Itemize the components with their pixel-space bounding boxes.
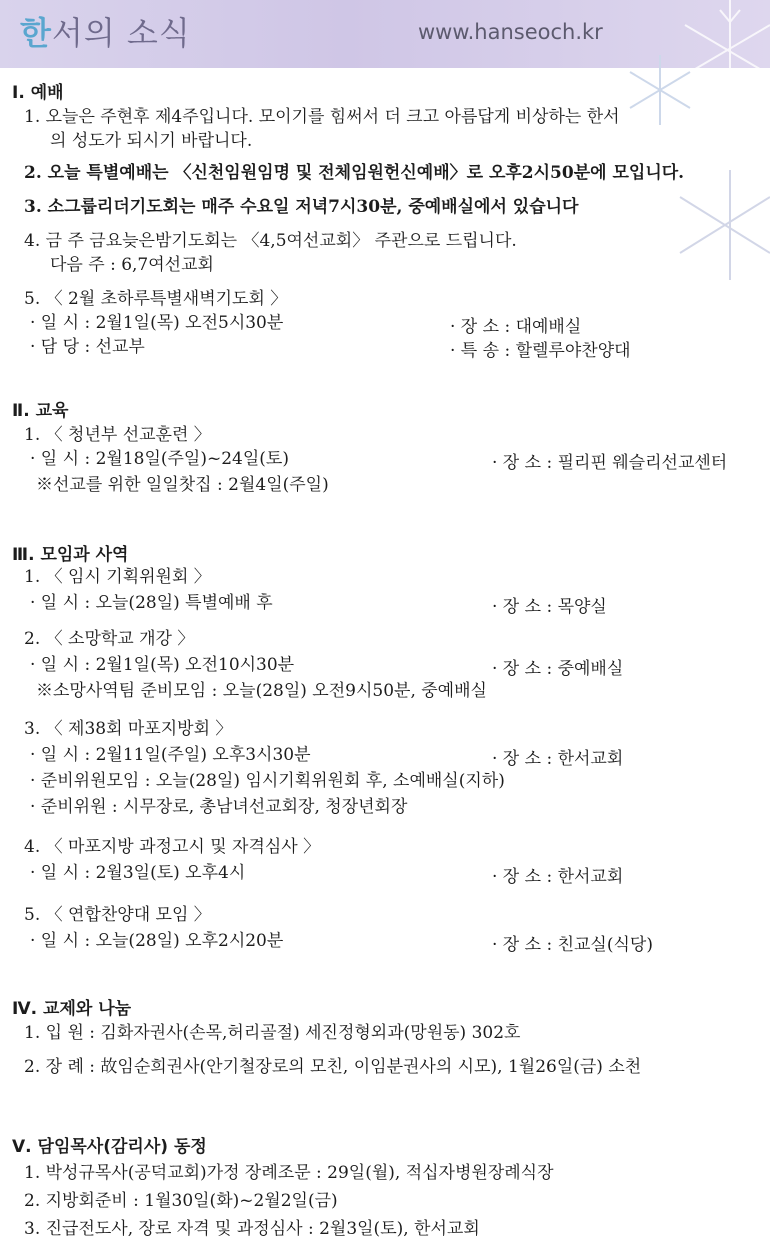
detail-line: · 일 시 : 2월1일(목) 오전10시30분 (30, 655, 295, 675)
detail-line: · 장 소 : 목양실 (492, 597, 607, 617)
list-item: 5. 〈 연합찬양대 모임 〉 (24, 905, 211, 925)
list-item: 4. 〈 마포지방 과정고시 및 자격심사 〉 (24, 837, 321, 857)
list-item: 3. 소그룹리더기도회는 매주 수요일 저녁7시30분, 중예배실에서 있습니다 (24, 197, 579, 217)
list-item: 의 성도가 되시기 바랍니다. (50, 131, 253, 151)
list-item: 다음 주 : 6,7여선교회 (50, 255, 214, 275)
detail-line: · 일 시 : 2월18일(주일)~24일(토) (30, 449, 289, 469)
detail-line: · 특 송 : 할렐루야찬양대 (450, 341, 631, 361)
snowflake-icon (625, 55, 695, 125)
detail-line: · 장 소 : 중예배실 (492, 659, 624, 679)
section-title: Ⅲ. 모임과 사역 (12, 545, 129, 565)
list-item: 3. 〈 제38회 마포지방회 〉 (24, 719, 233, 739)
detail-line: · 장 소 : 친교실(식당) (492, 935, 653, 955)
list-item: 2. 〈 소망학교 개강 〉 (24, 629, 195, 649)
note-line: ※소망사역팀 준비모임 : 오늘(28일) 오전9시50분, 중예배실 (36, 681, 487, 701)
detail-line: · 장 소 : 대예배실 (450, 317, 582, 337)
list-item: 2. 오늘 특별예배는 〈신천임원임명 및 전체임원헌신예배〉로 오후2시50분에 모입니다. (24, 163, 685, 183)
section-title: Ⅳ. 교제와 나눔 (12, 999, 132, 1019)
list-item: 4. 금 주 금요늦은밤기도회는 〈4,5여선교회〉 주관으로 드립니다. (24, 231, 517, 251)
list-item: 2. 장 례 : 故임순희권사(안기철장로의 모친, 이임분권사의 시모), 1월26일(금) 소천 (24, 1057, 642, 1077)
note-line: ※선교를 위한 일일찻집 : 2월4일(주일) (36, 475, 329, 495)
detail-line: · 일 시 : 2월1일(목) 오전5시30분 (30, 313, 284, 333)
newsletter-title: 한서의 소식 (20, 14, 191, 52)
list-item: 1. 〈 임시 기획위원회 〉 (24, 567, 211, 587)
section-title: Ⅱ. 교육 (12, 401, 69, 421)
snowflake-icon (670, 170, 770, 280)
list-item: 1. 〈 청년부 선교훈련 〉 (24, 425, 211, 445)
list-item: 1. 박성규목사(공덕교회)가정 장례조문 : 29일(월), 적십자병원장례식장 (24, 1163, 554, 1183)
section-title: Ⅰ. 예배 (12, 83, 64, 103)
detail-line: · 장 소 : 한서교회 (492, 749, 624, 769)
list-item: 2. 지방회준비 : 1월30일(화)~2월2일(금) (24, 1191, 338, 1211)
detail-line: · 일 시 : 2월11일(주일) 오후3시30분 (30, 745, 311, 765)
detail-line: · 장 소 : 한서교회 (492, 867, 624, 887)
list-item: 5. 〈 2월 초하루특별새벽기도회 〉 (24, 289, 288, 309)
detail-line: · 일 시 : 2월3일(토) 오후4시 (30, 863, 246, 883)
detail-line: · 일 시 : 오늘(28일) 오후2시20분 (30, 931, 284, 951)
list-item: 1. 오늘은 주현후 제4주입니다. 모이기를 힘써서 더 크고 아름답게 비상하는 한서 (24, 107, 620, 127)
detail-line: · 준비위원 : 시무장로, 총남녀선교회장, 청장년회장 (30, 797, 408, 817)
detail-line: · 담 당 : 선교부 (30, 337, 145, 357)
detail-line: · 준비위원모임 : 오늘(28일) 임시기획위원회 후, 소예배실(지하) (30, 771, 505, 791)
detail-line: · 장 소 : 필리핀 웨슬리선교센터 (492, 453, 728, 473)
website-url: www.hanseoch.kr (418, 20, 603, 44)
section-title: Ⅴ. 담임목사(감리사) 동정 (12, 1137, 207, 1157)
list-item: 3. 진급전도사, 장로 자격 및 과정심사 : 2월3일(토), 한서교회 (24, 1219, 480, 1239)
detail-line: · 일 시 : 오늘(28일) 특별예배 후 (30, 593, 273, 613)
list-item: 1. 입 원 : 김화자권사(손목,허리골절) 세진정형외과(망원동) 302호 (24, 1023, 521, 1043)
